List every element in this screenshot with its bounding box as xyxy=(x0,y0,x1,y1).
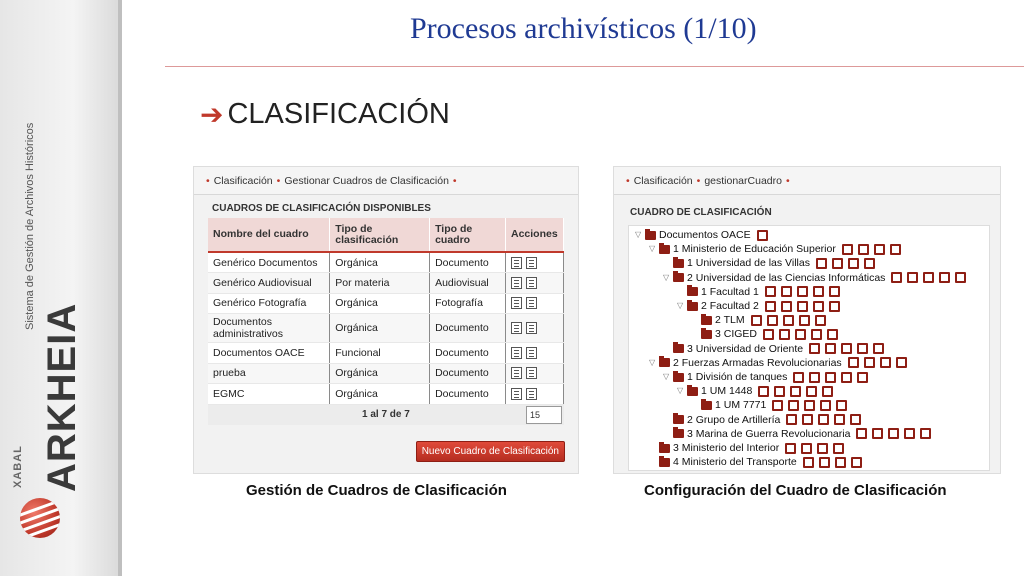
brand-name: ARKHEIA xyxy=(40,302,84,492)
tree-node-label: 2 Fuerzas Armadas Revolucionarias xyxy=(673,356,842,369)
view-icon[interactable] xyxy=(841,372,852,383)
view-icon[interactable] xyxy=(526,322,537,334)
tree-node-label: 3 Ministerio del Interior xyxy=(673,442,780,454)
view-icon[interactable] xyxy=(874,244,885,255)
move-icon[interactable] xyxy=(783,315,794,326)
delete-icon[interactable] xyxy=(822,386,833,397)
tree-node-label: 1 Ministerio de Educación Superior xyxy=(673,243,836,256)
edit-icon[interactable] xyxy=(872,428,883,439)
right-caption: Configuración del Cuadro de Clasificación xyxy=(644,482,947,499)
tree-node-actions xyxy=(758,386,838,397)
view-icon[interactable] xyxy=(526,388,537,400)
expand-toggle-icon[interactable]: ▽ xyxy=(663,272,670,282)
tree-node[interactable] xyxy=(649,455,867,469)
edit-icon[interactable] xyxy=(511,297,522,309)
table-cell: EGMC xyxy=(208,384,330,405)
folder-icon xyxy=(701,316,712,325)
table-cell: Orgánica xyxy=(330,252,430,273)
actions-cell xyxy=(505,343,563,364)
move-icon[interactable] xyxy=(864,357,875,368)
tree-node-label: 3 Universidad de Oriente xyxy=(687,342,804,355)
view-icon[interactable] xyxy=(817,443,828,454)
move-icon[interactable] xyxy=(797,286,808,297)
tree-node-label: 2 TLM xyxy=(715,314,745,327)
folder-icon xyxy=(645,231,656,240)
page-size-input[interactable]: 15 xyxy=(526,406,562,424)
table-cell: Genérico Audiovisual xyxy=(208,273,330,294)
breadcrumb: • Clasificación • gestionarCuadro • xyxy=(614,167,1000,195)
tree-node[interactable] xyxy=(649,242,906,256)
table-cell: Funcional xyxy=(330,343,430,364)
add-icon[interactable] xyxy=(772,400,783,411)
table-row xyxy=(208,252,564,273)
view-icon[interactable] xyxy=(526,297,537,309)
tree-node-label: 2 Grupo de Artillería xyxy=(687,413,781,426)
folder-icon xyxy=(673,415,684,424)
tree-node-actions xyxy=(751,315,831,326)
move-icon[interactable] xyxy=(801,443,812,454)
section-title: CUADROS DE CLASIFICACIÓN DISPONIBLES xyxy=(212,203,431,214)
tree-node-label: 4 Ministerio del Transporte xyxy=(673,456,797,469)
view-icon[interactable] xyxy=(835,457,846,468)
delete-icon[interactable] xyxy=(836,400,847,411)
move-icon[interactable] xyxy=(804,400,815,411)
pagination-bar xyxy=(208,405,564,425)
tree-node[interactable] xyxy=(677,384,838,398)
expand-toggle-icon[interactable]: ▽ xyxy=(677,386,684,396)
delete-icon[interactable] xyxy=(873,343,884,354)
actions-cell xyxy=(505,293,563,314)
tree-node-actions xyxy=(848,357,912,368)
delete-icon[interactable] xyxy=(890,244,901,255)
tree-node-label: 3 Marina de Guerra Revolucionaria xyxy=(687,427,851,440)
table-row xyxy=(208,273,564,294)
add-icon[interactable] xyxy=(763,329,774,340)
edit-icon[interactable] xyxy=(511,367,522,379)
left-caption: Gestión de Cuadros de Clasificación xyxy=(246,482,507,499)
move-icon[interactable] xyxy=(832,258,843,269)
folder-icon xyxy=(673,259,684,268)
folder-icon xyxy=(659,444,670,453)
tree-node-label: 1 Universidad de las Villas xyxy=(687,257,810,270)
move-icon[interactable] xyxy=(841,343,852,354)
tree-node-actions xyxy=(772,400,852,411)
breadcrumb-item[interactable]: gestionarCuadro xyxy=(704,174,782,187)
tree-node-actions xyxy=(785,443,849,454)
add-icon[interactable] xyxy=(809,343,820,354)
move-icon[interactable] xyxy=(825,372,836,383)
tree-node-label: 1 Facultad 1 xyxy=(701,285,759,298)
move-icon[interactable] xyxy=(795,329,806,340)
add-icon[interactable] xyxy=(765,301,776,312)
delete-icon[interactable] xyxy=(827,329,838,340)
table-cell: Documentos OACE xyxy=(208,343,330,364)
move-icon[interactable] xyxy=(923,272,934,283)
table-row xyxy=(208,314,564,343)
delete-icon[interactable] xyxy=(851,457,862,468)
view-icon[interactable] xyxy=(526,367,537,379)
edit-icon[interactable] xyxy=(803,457,814,468)
column-header[interactable]: Tipo de cuadro xyxy=(430,218,506,252)
view-icon[interactable] xyxy=(526,257,537,269)
tree-node-actions xyxy=(765,301,845,312)
table-cell: Orgánica xyxy=(330,293,430,314)
tree-node-label: 3 CIGED xyxy=(715,328,758,341)
classification-tables-panel xyxy=(193,166,579,474)
tree-node-actions xyxy=(891,272,971,283)
tree-node[interactable] xyxy=(635,228,773,242)
folder-icon xyxy=(687,302,698,311)
table-cell: Documento xyxy=(430,343,506,364)
slide-title: Procesos archivísticos (1/10) xyxy=(410,12,757,45)
tree-node[interactable] xyxy=(677,285,845,299)
table-cell: Orgánica xyxy=(330,314,430,343)
delete-icon[interactable] xyxy=(815,315,826,326)
add-icon[interactable] xyxy=(891,272,902,283)
breadcrumb-item[interactable]: Clasificación xyxy=(213,174,273,187)
add-icon[interactable] xyxy=(765,286,776,297)
table-row xyxy=(208,384,564,405)
edit-icon[interactable] xyxy=(511,257,522,269)
edit-icon[interactable] xyxy=(802,414,813,425)
folder-icon xyxy=(673,273,684,282)
tree-node[interactable] xyxy=(663,427,936,441)
tree-node[interactable] xyxy=(649,441,849,455)
tree-node[interactable] xyxy=(691,327,843,341)
table-cell: Fotografía xyxy=(430,293,506,314)
expand-toggle-icon[interactable]: ▽ xyxy=(649,244,656,254)
tree-node-actions xyxy=(856,428,936,439)
table-cell: Documento xyxy=(430,363,506,384)
tree-node-actions xyxy=(816,258,880,269)
table-row xyxy=(208,363,564,384)
view-icon[interactable] xyxy=(526,277,537,289)
tree-node-label: 2 Universidad de las Ciencias Informáticas xyxy=(687,271,886,284)
delete-icon[interactable] xyxy=(829,286,840,297)
classification-table xyxy=(208,218,564,405)
brand-tagline: Sistema de Gestión de Archivos Históricos xyxy=(24,122,36,330)
expand-toggle-icon[interactable]: ▽ xyxy=(663,372,670,381)
expand-toggle-icon[interactable]: ▽ xyxy=(635,230,642,239)
view-icon[interactable] xyxy=(848,258,859,269)
section-heading xyxy=(200,98,450,131)
tree-node-actions xyxy=(793,372,873,383)
edit-icon[interactable] xyxy=(907,272,918,283)
view-icon[interactable] xyxy=(806,386,817,397)
edit-icon[interactable] xyxy=(779,329,790,340)
edit-icon[interactable] xyxy=(774,386,785,397)
edit-icon[interactable] xyxy=(767,315,778,326)
view-icon[interactable] xyxy=(834,414,845,425)
tree-node-actions xyxy=(763,329,843,340)
delete-icon[interactable] xyxy=(864,258,875,269)
delete-icon[interactable] xyxy=(955,272,966,283)
view-icon[interactable] xyxy=(526,347,537,359)
table-cell: Audiovisual xyxy=(430,273,506,294)
edit-icon[interactable] xyxy=(785,443,796,454)
actions-cell xyxy=(505,252,563,273)
view-icon[interactable] xyxy=(857,343,868,354)
view-icon[interactable] xyxy=(813,286,824,297)
table-cell: prueba xyxy=(208,363,330,384)
actions-cell xyxy=(505,273,563,294)
table-row xyxy=(208,343,564,364)
edit-icon[interactable] xyxy=(781,286,792,297)
folder-icon xyxy=(673,373,684,382)
delete-icon[interactable] xyxy=(857,372,868,383)
tree-node-label: 1 División de tanques xyxy=(687,371,788,383)
edit-icon[interactable] xyxy=(511,322,522,334)
add-icon[interactable] xyxy=(856,428,867,439)
title-divider xyxy=(165,66,1024,67)
brand-logo-icon xyxy=(20,498,60,538)
folder-icon xyxy=(659,245,670,254)
tree-node-label: 2 Facultad 2 xyxy=(701,300,759,312)
view-icon[interactable] xyxy=(811,329,822,340)
edit-icon[interactable] xyxy=(781,301,792,312)
table-cell: Documento xyxy=(430,252,506,273)
view-icon[interactable] xyxy=(904,428,915,439)
delete-icon[interactable] xyxy=(850,414,861,425)
move-icon[interactable] xyxy=(819,457,830,468)
edit-icon[interactable] xyxy=(825,343,836,354)
tree-node[interactable] xyxy=(663,256,880,270)
column-header: Acciones xyxy=(505,218,563,252)
actions-cell xyxy=(505,384,563,405)
tree-node-actions xyxy=(809,343,889,354)
delete-icon[interactable] xyxy=(829,301,840,312)
edit-icon[interactable] xyxy=(848,357,859,368)
tree-node[interactable] xyxy=(677,299,845,313)
arrow-right-icon: ➔ xyxy=(200,99,224,130)
view-icon[interactable] xyxy=(820,400,831,411)
view-icon[interactable] xyxy=(813,301,824,312)
view-icon[interactable] xyxy=(880,357,891,368)
brand-small-label: XABAL xyxy=(12,445,24,488)
add-icon[interactable] xyxy=(751,315,762,326)
delete-icon[interactable] xyxy=(896,357,907,368)
classification-tree xyxy=(628,225,990,471)
move-icon[interactable] xyxy=(858,244,869,255)
edit-icon[interactable] xyxy=(809,372,820,383)
expand-toggle-icon[interactable]: ▽ xyxy=(677,301,684,310)
table-cell: Documento xyxy=(430,314,506,343)
tree-node-label: Documentos OACE xyxy=(659,229,751,241)
heading-text: CLASIFICACIÓN xyxy=(227,98,450,130)
move-icon[interactable] xyxy=(818,414,829,425)
tree-node[interactable] xyxy=(691,313,831,327)
tree-node-label: 1 UM 7771 xyxy=(715,399,767,412)
folder-icon xyxy=(673,429,684,438)
tree-node-actions xyxy=(786,414,866,425)
folder-icon xyxy=(701,330,712,339)
view-icon[interactable] xyxy=(799,315,810,326)
table-cell: Genérico Fotografía xyxy=(208,293,330,314)
tree-node[interactable] xyxy=(663,413,866,427)
folder-icon xyxy=(701,401,712,410)
breadcrumb-item[interactable]: Clasificación xyxy=(633,174,693,187)
actions-cell xyxy=(505,314,563,343)
new-classification-button[interactable]: Nuevo Cuadro de Clasificación xyxy=(416,441,565,462)
folder-icon xyxy=(687,287,698,296)
folder-icon xyxy=(659,458,670,467)
edit-icon[interactable] xyxy=(511,277,522,289)
expand-toggle-icon[interactable]: ▽ xyxy=(649,357,656,367)
edit-icon[interactable] xyxy=(788,400,799,411)
folder-icon xyxy=(659,358,670,367)
breadcrumb: • Clasificación • Gestionar Cuadros de Clasificación • xyxy=(194,167,578,195)
table-cell: Documento xyxy=(430,384,506,405)
tree-node[interactable] xyxy=(691,398,852,412)
breadcrumb-item[interactable]: Gestionar Cuadros de Clasificación xyxy=(284,174,449,187)
table-cell: Orgánica xyxy=(330,384,430,405)
tree-node-label: 1 UM 1448 xyxy=(701,385,753,398)
edit-icon[interactable] xyxy=(511,388,522,400)
edit-icon[interactable] xyxy=(511,347,522,359)
add-icon[interactable] xyxy=(786,414,797,425)
move-icon[interactable] xyxy=(797,301,808,312)
classification-tree-panel xyxy=(613,166,1001,474)
actions-cell xyxy=(505,363,563,384)
tree-node[interactable] xyxy=(663,370,873,384)
table-row xyxy=(208,293,564,314)
tree-node[interactable] xyxy=(663,342,889,356)
tree-node-actions xyxy=(842,244,906,255)
delete-icon[interactable] xyxy=(920,428,931,439)
table-cell: Por materia xyxy=(330,273,430,294)
tree-node-actions xyxy=(803,457,867,468)
add-icon[interactable] xyxy=(793,372,804,383)
tree-node-actions xyxy=(757,230,773,241)
folder-icon xyxy=(673,344,684,353)
pagination-text: 1 al 7 de 7 xyxy=(362,408,410,420)
tree-node-actions xyxy=(765,286,845,297)
tree-node[interactable] xyxy=(663,271,971,285)
view-icon[interactable] xyxy=(939,272,950,283)
add-icon[interactable] xyxy=(758,386,769,397)
delete-icon[interactable] xyxy=(833,443,844,454)
tree-node[interactable] xyxy=(649,356,912,370)
edit-icon[interactable] xyxy=(842,244,853,255)
move-icon[interactable] xyxy=(790,386,801,397)
brand-sidebar xyxy=(0,0,122,576)
section-title: CUADRO DE CLASIFICACIÓN xyxy=(630,207,772,218)
column-header[interactable]: Nombre del cuadro xyxy=(208,218,330,252)
edit-icon[interactable] xyxy=(816,258,827,269)
column-header[interactable]: Tipo de clasificación xyxy=(330,218,430,252)
move-icon[interactable] xyxy=(888,428,899,439)
table-cell: Orgánica xyxy=(330,363,430,384)
folder-icon xyxy=(687,387,698,396)
table-cell: Genérico Documentos xyxy=(208,252,330,273)
table-cell: Documentos administrativos xyxy=(208,314,330,343)
delete-icon[interactable] xyxy=(757,230,768,241)
